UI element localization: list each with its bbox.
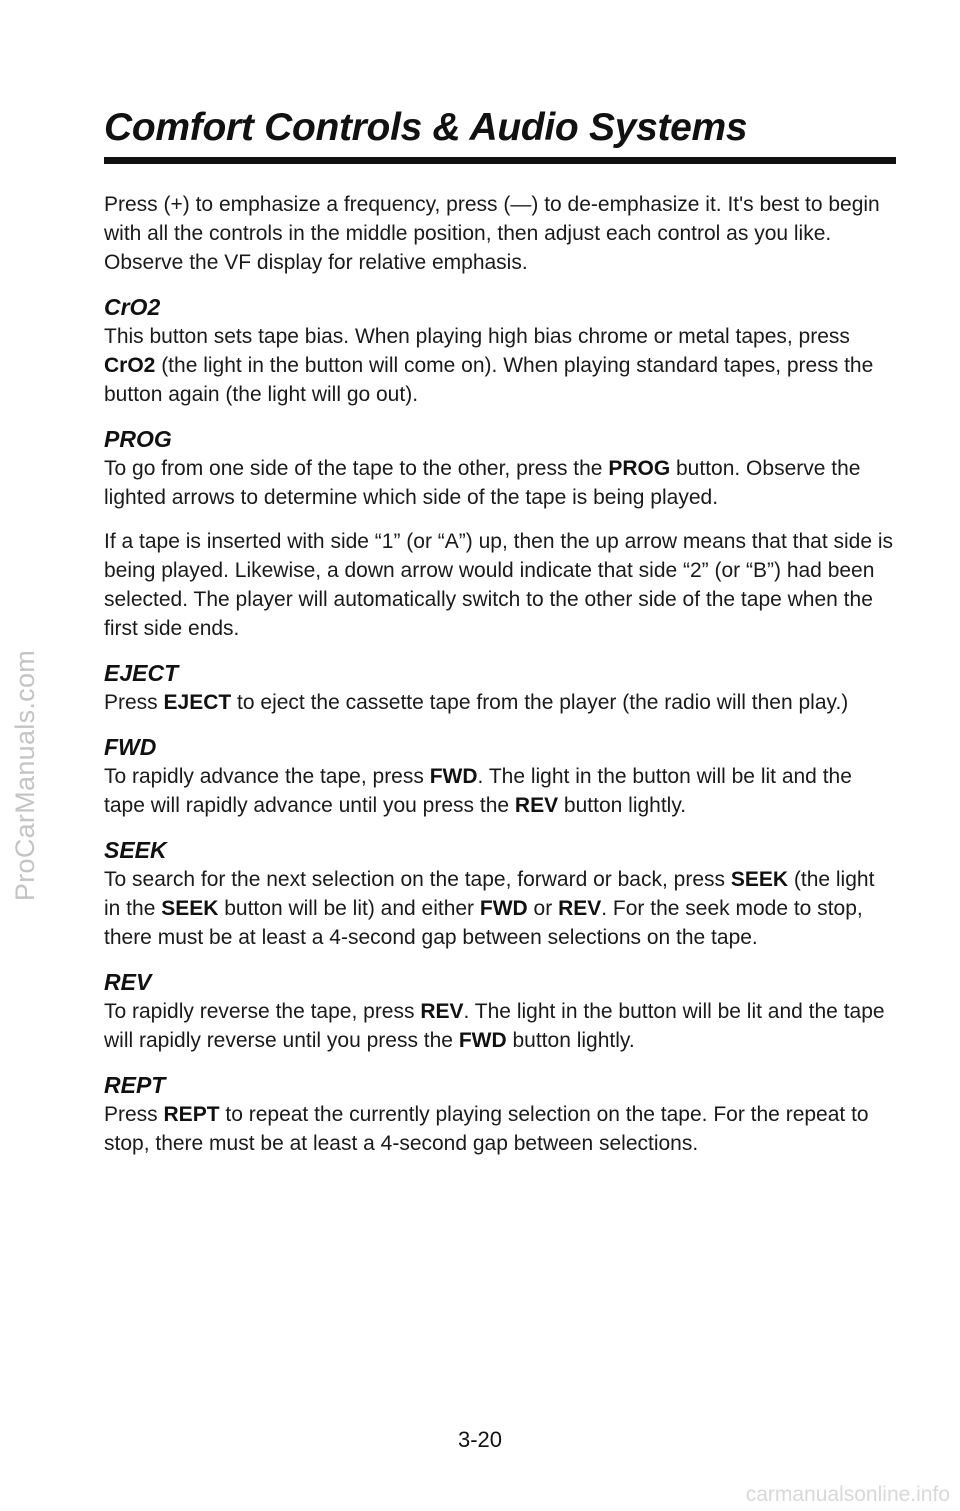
bold-term: REV xyxy=(514,794,559,817)
section-heading-fwd: FWD xyxy=(104,734,157,760)
text-run: or xyxy=(527,897,559,920)
bold-term: REV xyxy=(420,1000,464,1023)
bold-term: REV xyxy=(558,897,602,920)
watermark xyxy=(6,380,46,1170)
bold-term: CrO2 xyxy=(104,354,156,377)
watermark-text: ProCarManuals.com xyxy=(10,649,41,901)
text-run: to repeat the currently playing selection on the tape. For the repeat to stop, there must be at least a 4-second gap between selections. xyxy=(104,1103,869,1155)
text-run: . The light in the button will be lit and the tape will rapidly advance until you press the xyxy=(104,765,852,817)
section-heading-seek: SEEK xyxy=(104,837,167,863)
text-run: (the light in the xyxy=(104,868,875,920)
page-content xyxy=(104,190,894,1173)
bold-term: SEEK xyxy=(161,897,219,920)
text-run: . The light in the button will be lit and the tape will rapidly reverse until you press the xyxy=(104,1000,885,1052)
header-rule xyxy=(104,157,896,164)
section-text-rev xyxy=(104,997,894,1055)
text-run: button will be lit) and either xyxy=(218,897,480,920)
section-rev xyxy=(104,967,894,1055)
section-eject xyxy=(104,658,894,717)
bold-term: SEEK xyxy=(730,868,789,891)
text-run: (the light in the button will come on). When playing standard tapes, press the button again (the light will go out). xyxy=(104,354,874,406)
section-rept xyxy=(104,1070,894,1158)
text-run: . For the seek mode to stop, there must be at least a 4-second gap between selections on the tape. xyxy=(104,897,863,949)
page-number: 3-20 xyxy=(457,1427,503,1452)
text-run: Press xyxy=(104,691,164,714)
text-run: button lightly. xyxy=(558,794,687,817)
intro-paragraph: Press (+) to emphasize a frequency, press (—) to de-emphasize it. It's best to begin with all the controls in the middle position, then adjust each control as you like. Observe the VF display for relative emphasis. xyxy=(104,193,880,274)
bold-term: FWD xyxy=(458,1029,507,1052)
text-run: To rapidly reverse the tape, press xyxy=(104,1000,421,1023)
section-text-seek xyxy=(104,865,894,952)
text-run: To search for the next selection on the tape, forward or back, press xyxy=(104,868,731,891)
section-heading-cro2: CrO2 xyxy=(104,294,161,320)
section-heading-rept: REPT xyxy=(104,1072,166,1098)
bold-term: PROG xyxy=(608,457,671,480)
text-run: to eject the cassette tape from the player (the radio will then play.) xyxy=(231,691,849,714)
section-text-fwd xyxy=(104,762,894,820)
section-heading-rev: REV xyxy=(104,969,152,995)
bold-term: EJECT xyxy=(163,691,232,714)
section-fwd xyxy=(104,732,894,820)
page-header: Comfort Controls & Audio Systems xyxy=(104,106,748,149)
section-text-cro2 xyxy=(104,322,894,409)
section-cro2 xyxy=(104,292,894,409)
text-run: button. Observe the lighted arrows to determine which side of the tape is being played. xyxy=(104,457,861,509)
footer-url: carmanualsonline.info xyxy=(745,1483,950,1506)
bold-term: FWD xyxy=(429,765,478,788)
bold-term: REPT xyxy=(163,1103,220,1126)
section-heading-prog: PROG xyxy=(104,426,172,452)
section-heading-eject: EJECT xyxy=(104,660,179,686)
section-text-prog-2: If a tape is inserted with side “1” (or “A”) up, then the up arrow means that that side is being played. Likewise, a down arrow would indicate that side “2” (or “B”) had been selected. The player will automatically switch to the other side of the tape when the first side ends. xyxy=(104,530,894,640)
text-run: Press xyxy=(104,1103,164,1126)
text-run: button lightly. xyxy=(506,1029,635,1052)
section-seek xyxy=(104,835,894,952)
bold-term: FWD xyxy=(479,897,528,920)
section-text-rept xyxy=(104,1100,894,1158)
section-prog xyxy=(104,424,894,643)
text-run: This button sets tape bias. When playing high bias chrome or metal tapes, press xyxy=(104,325,850,348)
section-text-eject xyxy=(104,688,894,717)
text-run: To go from one side of the tape to the other, press the xyxy=(104,457,609,480)
text-run: To rapidly advance the tape, press xyxy=(104,765,430,788)
section-text-prog xyxy=(104,454,894,512)
